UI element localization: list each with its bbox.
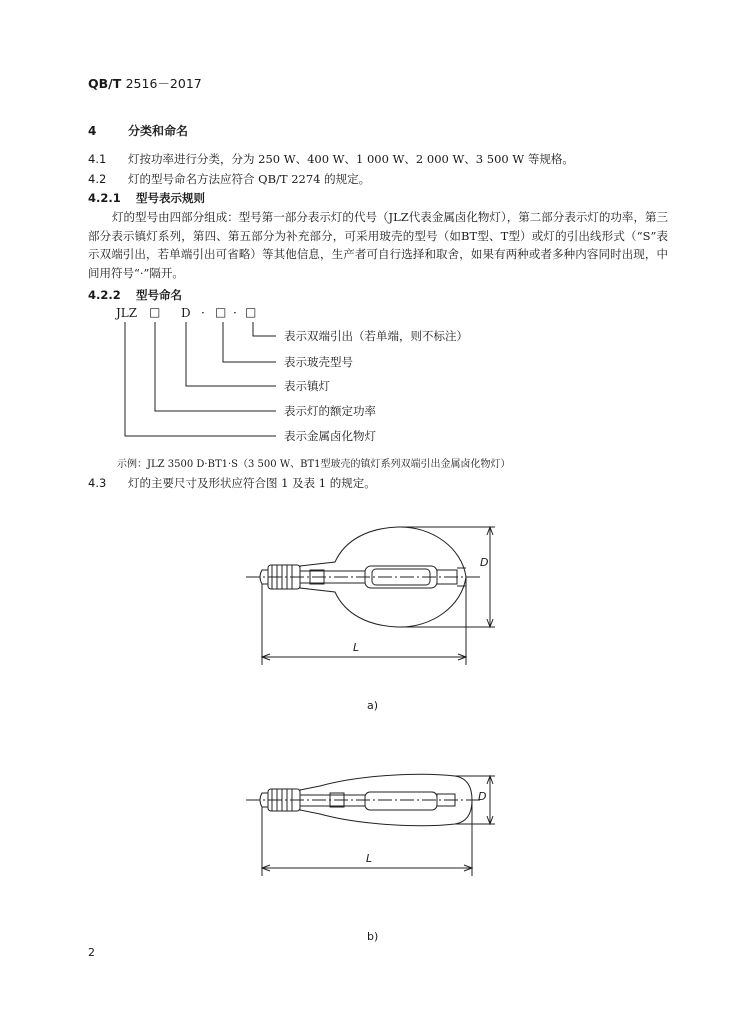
model-code-jlz: JLZ [116, 306, 138, 320]
standard-code: QB/T 2516－2017 [88, 76, 202, 91]
model-box-lead: □ [245, 305, 257, 319]
model-dot-1: · [201, 306, 205, 320]
label-bulb-type: 表示玻壳型号 [284, 355, 353, 369]
section-4-2-1-heading: 4.2.1 型号表示规则 [88, 191, 205, 205]
standard-number: 2516－2017 [125, 76, 202, 91]
section-4-heading: 4 分类和命名 [88, 124, 189, 138]
label-double-ended: 表示双端引出（若单端，则不标注） [284, 329, 468, 343]
page-number: 2 [88, 946, 95, 959]
example-note: 示例：JLZ 3500 D·BT1·S（3 500 W、BT1型玻壳的镇灯系列双端引出金属卤化物灯） [117, 459, 511, 470]
figure-b-dim-l: L [366, 852, 373, 865]
label-lamp-series: 表示镇灯 [284, 379, 330, 393]
figure-a-dim-l: L [353, 641, 360, 654]
label-rated-power: 表示灯的额定功率 [284, 404, 376, 418]
section-4-2-2-heading: 4.2.2 型号命名 [88, 288, 182, 302]
model-code-d: D [181, 306, 191, 320]
figure-a-dim-d: D [480, 556, 489, 569]
figure-b-caption: b) [367, 930, 379, 943]
section-4-3: 4.3 灯的主要尺寸及形状应符合图 1 及表 1 的规定。 [88, 476, 376, 490]
section-4-1: 4.1 灯按功率进行分类，分为 250 W、400 W、1 000 W、2 000 W、3 500 W 等规格。 [88, 152, 574, 166]
label-metal-halide: 表示金属卤化物灯 [284, 429, 376, 443]
section-4-2-1-body: 灯的型号由四部分组成：型号第一部分表示灯的代号（JLZ代表金属卤化物灯），第二部分表示灯的功率，第三部分表示镇灯系列，第四、第五部分为补充部分，可采用玻壳的型号（如BT型、T型）或灯的引出线形式（“S”表示双端引出，若单端引出可省略）等其他信息，生产者可自行选择和取舍，如果有两种或者多种内容同时出现，中间用符号“·”隔开。 [88, 210, 668, 280]
section-4-2: 4.2 灯的型号命名方法应符合 QB/T 2274 的规定。 [88, 172, 371, 186]
model-box-bulb: □ [215, 305, 227, 319]
model-box-power: □ [149, 305, 161, 319]
model-dot-2: · [233, 306, 237, 320]
figure-a-caption: a) [367, 699, 379, 712]
figure-b-dim-d: D [478, 790, 487, 803]
